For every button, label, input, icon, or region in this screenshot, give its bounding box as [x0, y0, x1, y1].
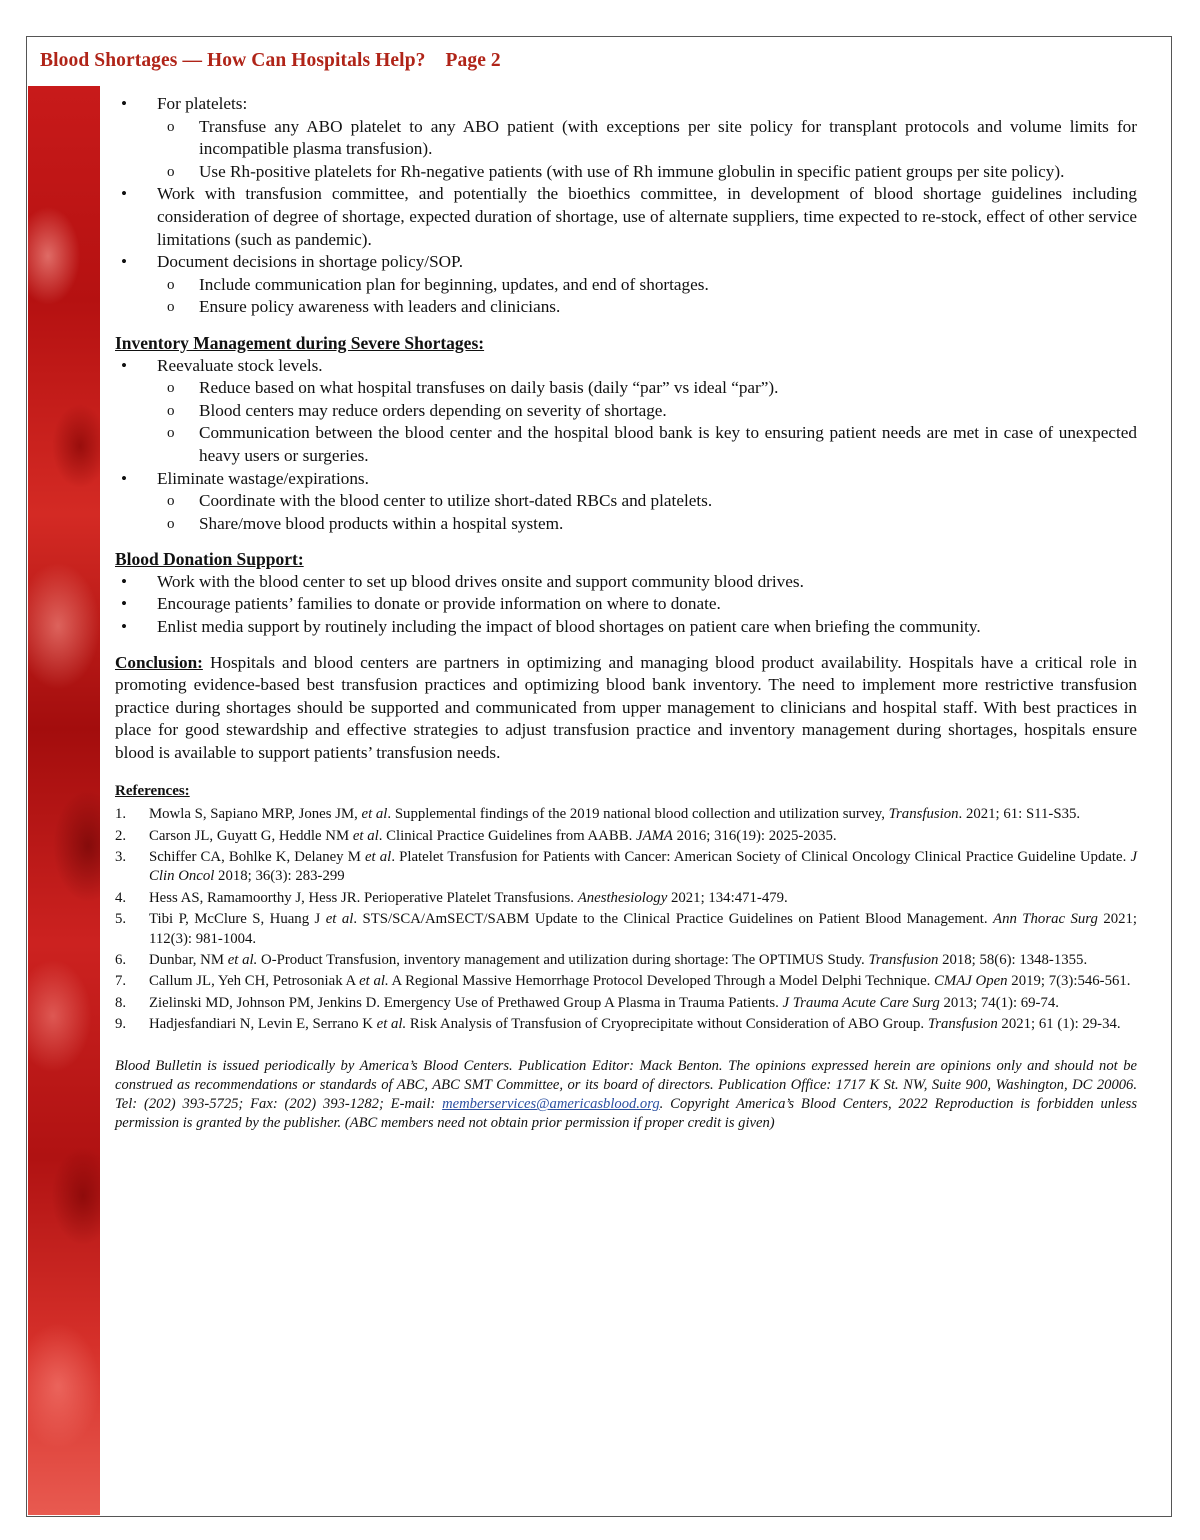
sub-list-item: o Use Rh-positive platelets for Rh-negative patients (with use of Rh immune globulin in specific patient groups per site policy). [157, 161, 1137, 184]
list-item: • Eliminate wastage/expirations. o Coordinate with the blood center to utilize short-dated RBCs and platelets. o Share/move blood products within a hospital system. [115, 468, 1137, 536]
bullet-icon: • [121, 468, 128, 488]
sub-list-item: o Communication between the blood center and the hospital blood bank is key to ensuring patient needs are met in case of unexpected heavy users or surgeries. [167, 423, 1137, 465]
inventory-bullet-list [115, 355, 1137, 536]
sub-list-item: o Reduce based on what hospital transfuses on daily basis (daily “par” vs ideal “par”). [157, 377, 1137, 400]
header-page-number: Page 2 [445, 50, 501, 71]
donation-bullet-list [115, 571, 1137, 639]
blood-cells-sidebar-image [28, 86, 100, 1515]
sub-list-item: o Share/move blood products within a hospital system. [157, 513, 1137, 536]
hollow-bullet-icon: o [167, 402, 175, 419]
reference-item: 1. Mowla S, Sapiano MRP, Jones JM, et al. Supplemental findings of the 2019 national blood collection and utilization survey, Transfusion. 2021; 61: S11-S35. [115, 806, 1081, 823]
hollow-bullet-icon: o [167, 425, 175, 442]
sub-list-item: o Ensure policy awareness with leaders and clinicians. [157, 296, 1137, 319]
hollow-bullet-icon: o [167, 493, 175, 510]
bullet-icon: • [121, 94, 128, 113]
hollow-bullet-icon: o [167, 380, 175, 397]
list-item: • Document decisions in shortage policy/SOP. o Include communication plan for beginning, updates, and end of shortages. o Ensure policy awareness with leaders and clinicians. [115, 251, 1137, 319]
bullet-icon: • [121, 594, 128, 614]
sub-list-item: o Blood centers may reduce orders depending on severity of shortage. [157, 400, 1137, 423]
list-item: • For platelets: o Transfuse any ABO platelet to any ABO patient (with exceptions per site policy for transplant protocols and volume limits for incompatible plasma transfusion). o Use Rh-positive platelets for Rh-negative patients (with use of Rh immune globulin in specific patient groups per site policy). [115, 93, 1137, 183]
main-content [115, 93, 1137, 1148]
publication-footer: Blood Bulletin is issued periodically by America’s Blood Centers. Publication Editor: Mack Benton. The opinions expressed herein are opinions only and should not be construed as recommendations or standards of ABC, ABC SMT Committee, or its board of directors. Publication Office: 1717 K St. NW, Suite 900, Washington, DC 20006. Tel: (202) 393-5725; Fax: (202) 393-1282; E-mail: memberservices@americasblood.org. Copyright America’s Blood Centers, 2022 Reproduction is forbidden unless permission is granted by the publisher. (ABC members need not obtain prior permission if proper credit is given) [115, 1057, 1137, 1132]
reference-item: 8. Zielinski MD, Johnson PM, Jenkins D. Emergency Use of Prethawed Group A Plasma in Trauma Patients. J Trauma Acute Care Surg 2013; 74(1): 69-74. [115, 994, 1059, 1011]
hollow-bullet-icon: o [167, 163, 175, 180]
conclusion-label: Conclusion: [115, 652, 203, 672]
hollow-bullet-icon: o [167, 515, 175, 532]
sub-list [157, 490, 1137, 535]
list-item: • Enlist media support by routinely including the impact of blood shortages on patient care when briefing the community. [115, 616, 1137, 639]
bullet-icon: • [121, 252, 128, 272]
hollow-bullet-icon: o [167, 118, 175, 135]
sub-list-item: o Coordinate with the blood center to utilize short-dated RBCs and platelets. [157, 490, 1137, 513]
page-header [40, 50, 501, 72]
reference-item: 6. Dunbar, NM et al. O-Product Transfusion, inventory management and utilization during shortage: The OPTIMUS Study. Transfusion 2018; 58(6): 1348-1355. [115, 952, 1088, 969]
section-heading: Inventory Management during Severe Shortages: [115, 332, 485, 353]
bullet-icon: • [121, 617, 128, 637]
references-list [115, 805, 1137, 1034]
inventory-section [115, 332, 1137, 535]
references-heading: References: [115, 782, 190, 799]
sub-list [157, 377, 1137, 467]
list-item: • Encourage patients’ families to donate or provide information on where to donate. [115, 593, 1137, 616]
sub-list [157, 274, 1137, 319]
hollow-bullet-icon: o [167, 276, 175, 293]
reference-item: 5. Tibi P, McClure S, Huang J et al. STS/SCA/AmSECT/SABM Update to the Clinical Practice Guidelines on Patient Blood Management. Ann Thorac Surg 2021; 112(3): 981-1004. [115, 911, 1138, 947]
reference-item: 7. Callum JL, Yeh CH, Petrosoniak A et al. A Regional Massive Hemorrhage Protocol Developed Through a Model Delphi Technique. CMAJ Open 2019; 7(3):546-561. [115, 973, 1131, 990]
list-item: • Work with transfusion committee, and potentially the bioethics committee, in development of blood shortage guidelines including consideration of degree of shortage, expected duration of shortage, use of alternate suppliers, time expected to re-stock, effect of other service limitations (such as pandemic). [121, 184, 1137, 249]
reference-item: 4. Hess AS, Ramamoorthy J, Hess JR. Perioperative Platelet Transfusions. Anesthesiology 2021; 134:471-479. [115, 889, 788, 906]
intro-bullet-list [115, 93, 1137, 319]
sub-list-item: o Include communication plan for beginning, updates, and end of shortages. [157, 274, 1137, 297]
list-item: • Reevaluate stock levels. o Reduce based on what hospital transfuses on daily basis (daily “par” vs ideal “par”). o Blood centers may reduce orders depending on severity of shortage. o Communication between the blood center and the hospital blood bank is key to ensuring patient needs are met in case of unexpected heavy users or surgeries. [115, 355, 1137, 468]
bullet-icon: • [121, 571, 128, 591]
conclusion-text: Hospitals and blood centers are partners in optimizing and managing blood product availability. Hospitals have a critical role in promoting evidence-based best transfusion practices and optimizing blood bank inventory. The need to implement more restrictive transfusion practice during shortages should be supported and communicated from upper management to clinicians and hospital staff. With best practices in place for good stewardship and effective strategies to adjust transfusion practice and inventory management during shortages, hospitals ensure blood is available to support patients’ transfusion needs. [115, 652, 1138, 763]
hollow-bullet-icon: o [167, 299, 175, 316]
reference-item: 9. Hadjesfandiari N, Levin E, Serrano K et al. Risk Analysis of Transfusion of Cryoprecipitate without Consideration of ABO Group. Transfusion 2021; 61 (1): 29-34. [115, 1016, 1121, 1033]
bullet-icon: • [121, 355, 128, 375]
conclusion-paragraph [115, 652, 1137, 765]
reference-item: 2. Carson JL, Guyatt G, Heddle NM et al. Clinical Practice Guidelines from AABB. JAMA 2016; 316(19): 2025-2035. [115, 827, 837, 844]
references-section [115, 782, 1137, 1035]
list-item: • Work with the blood center to set up blood drives onsite and support community blood drives. [115, 571, 1137, 594]
reference-item: 3. Schiffer CA, Bohlke K, Delaney M et al. Platelet Transfusion for Patients with Cancer: American Society of Clinical Oncology Clinical Practice Guideline Update. J Clin Oncol 2018; 36(3): 283-299 [115, 849, 1138, 885]
bullet-icon: • [121, 184, 128, 204]
donation-section [115, 548, 1137, 638]
header-title: Blood Shortages — How Can Hospitals Help? [40, 50, 426, 71]
email-link[interactable]: memberservices@americasblood.org [442, 1096, 660, 1113]
sub-list [157, 116, 1137, 184]
section-heading: Blood Donation Support: [115, 549, 304, 570]
sub-list-item: o Transfuse any ABO platelet to any ABO patient (with exceptions per site policy for transplant protocols and volume limits for incompatible plasma transfusion). [167, 116, 1137, 159]
